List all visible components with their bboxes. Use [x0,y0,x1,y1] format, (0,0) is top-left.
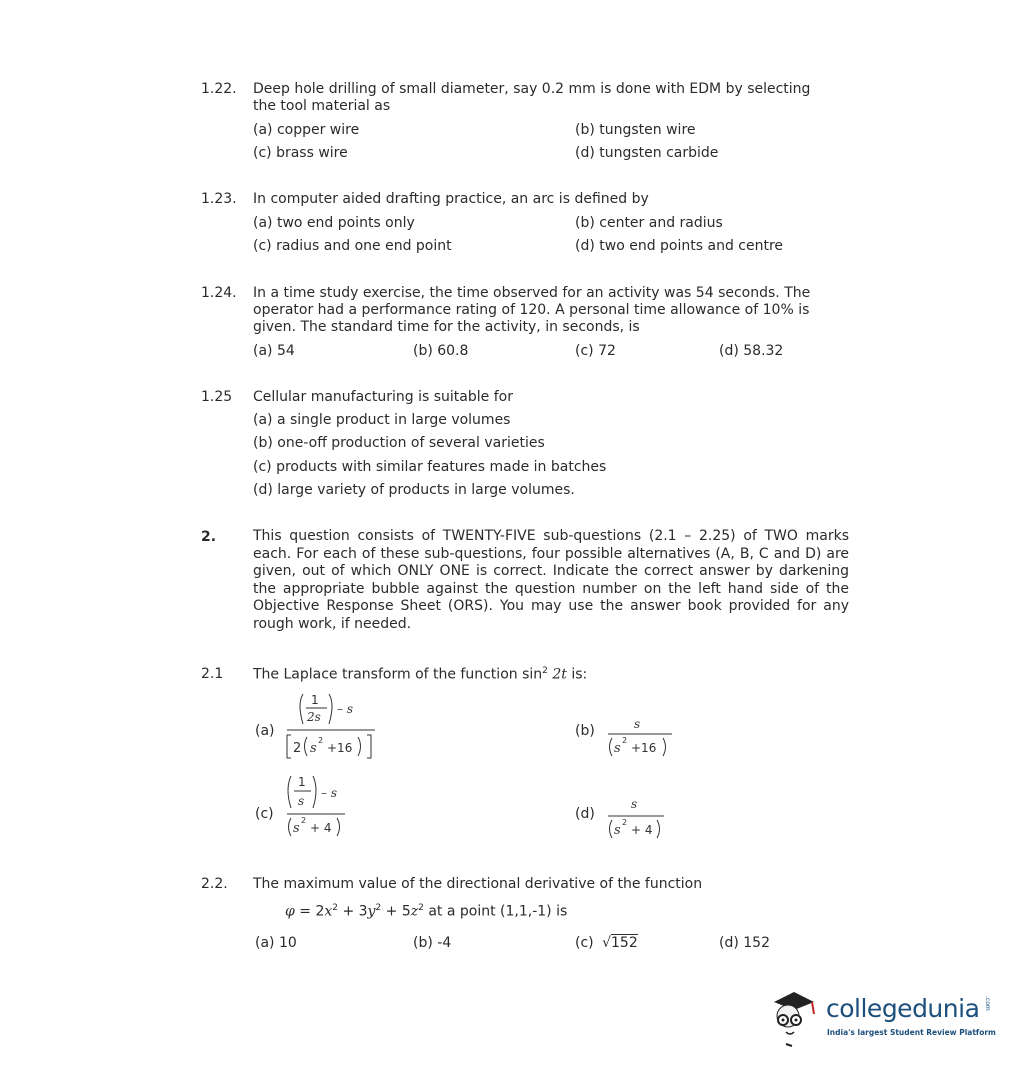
option-b-formula [606,712,676,758]
svg-text:2: 2 [622,818,628,827]
collegedunia-logo [766,980,996,1050]
option-a-formula-svg [285,690,377,760]
svg-text:2: 2 [622,736,628,745]
svg-text:s: s [614,741,621,756]
mascot-icon [766,980,826,1050]
option-c: (c) √152 [575,935,638,951]
question-text: Cellular manufacturing is suitable for [253,389,513,405]
svg-text:s: s [614,823,621,838]
question-number: 1.22. [201,81,237,97]
option-c: (c) products with similar features made in batches [253,459,607,475]
question-text: In computer aided drafting practice, an arc is defined by [253,191,649,207]
svg-text:– s: – s [321,786,337,800]
option-a: (a) 10 [255,935,297,951]
option-d: (d) 58.32 [719,343,784,359]
option-a: (a) 54 [253,343,295,359]
option-c-formula-svg [285,772,355,840]
svg-text:1: 1 [298,775,306,789]
question-number: 1.23. [201,191,237,207]
svg-text:1: 1 [311,693,319,707]
option-d: (d) 152 [719,935,770,951]
question-number: 1.25 [201,389,233,405]
svg-text:+16: +16 [327,741,353,755]
option-d: (d) large variety of products in large volumes. [253,482,575,498]
question-text: Deep hole drilling of small diameter, say 0.2 mm is done with EDM by selecting [253,81,811,97]
option-b: (b) 60.8 [413,343,469,359]
svg-text:+16: +16 [631,741,657,755]
option-a: (a) two end points only [253,215,415,231]
option-a-label: (a) [255,723,275,739]
option-b-label: (b) [575,723,595,739]
svg-text:2: 2 [318,736,324,745]
svg-text:s: s [293,821,300,836]
option-b: (b) tungsten wire [575,122,696,138]
option-d: (d) two end points and centre [575,238,784,254]
section-number: 2. [201,529,217,545]
stem-tail: 2t is: [552,666,588,683]
option-b: (b) one-off production of several varieties [253,435,545,451]
logo-suffix: .com [984,996,991,1011]
option-b: (b) -4 [413,935,452,951]
svg-text:2: 2 [301,816,307,825]
function-expression: $\varphi = 2x^2 + 3y^2 + 5z^2$ at a point (1,1,-1) is [285,903,568,920]
question-text: operator had a performance rating of 120. A personal time allowance of 10% is [253,302,810,318]
logo-wordmark: collegedunia [826,994,980,1023]
question-text: The maximum value of the directional derivative of the function [253,876,703,892]
option-d-formula-svg [606,794,670,840]
function-formula: φ [285,903,295,920]
svg-text:+ 4: + 4 [310,821,332,835]
option-b: (b) center and radius [575,215,723,231]
question-text: the tool material as [253,98,391,114]
svg-text:s: s [298,794,305,808]
option-c: (c) brass wire [253,145,348,161]
svg-text:s: s [634,717,641,731]
section-instructions: This question consists of TWENTY-FIVE sub-questions (2.1 – 2.25) of TWO marks each. For each of these sub-questions, four possible alternatives (A, B, C and D) are given, out of which ONLY ONE is correct. Indicate the correct answer by darkening the appropriate bubble against the question number on the left hand side of the Objective Response Sheet (ORS). You may use the answer book provided for any rough work, if needed. [253,528,849,632]
option-c: (c) 72 [575,343,616,359]
question-number: 2.2. [201,876,228,892]
sqrt-symbol: √152 [602,935,638,951]
option-d-label: (d) [575,806,595,822]
option-d: (d) tungsten carbide [575,145,719,161]
option-c: (c) radius and one end point [253,238,452,254]
option-c-formula [285,772,355,840]
logo-tagline: India's largest Student Review Platform [827,1028,996,1037]
svg-text:s: s [310,741,317,756]
option-a: (a) copper wire [253,122,360,138]
question-text: given. The standard time for the activity, in seconds, is [253,319,640,335]
question-text: The Laplace transform of the function $\sin^2 2t$ is: [253,666,588,683]
svg-text:2s: 2s [307,710,321,724]
option-d-formula [606,794,670,840]
question-number: 2.1 [201,666,224,682]
svg-text:2: 2 [293,741,302,756]
svg-text:s: s [631,797,638,811]
svg-text:+ 4: + 4 [631,823,653,837]
option-a-formula [285,690,377,760]
option-b-formula-svg [606,712,676,758]
question-number: 1.24. [201,285,237,301]
svg-text:– s: – s [337,702,353,716]
option-c-label: (c) [255,806,274,822]
question-text: In a time study exercise, the time observed for an activity was 54 seconds. The [253,285,811,301]
option-a: (a) a single product in large volumes [253,412,511,428]
